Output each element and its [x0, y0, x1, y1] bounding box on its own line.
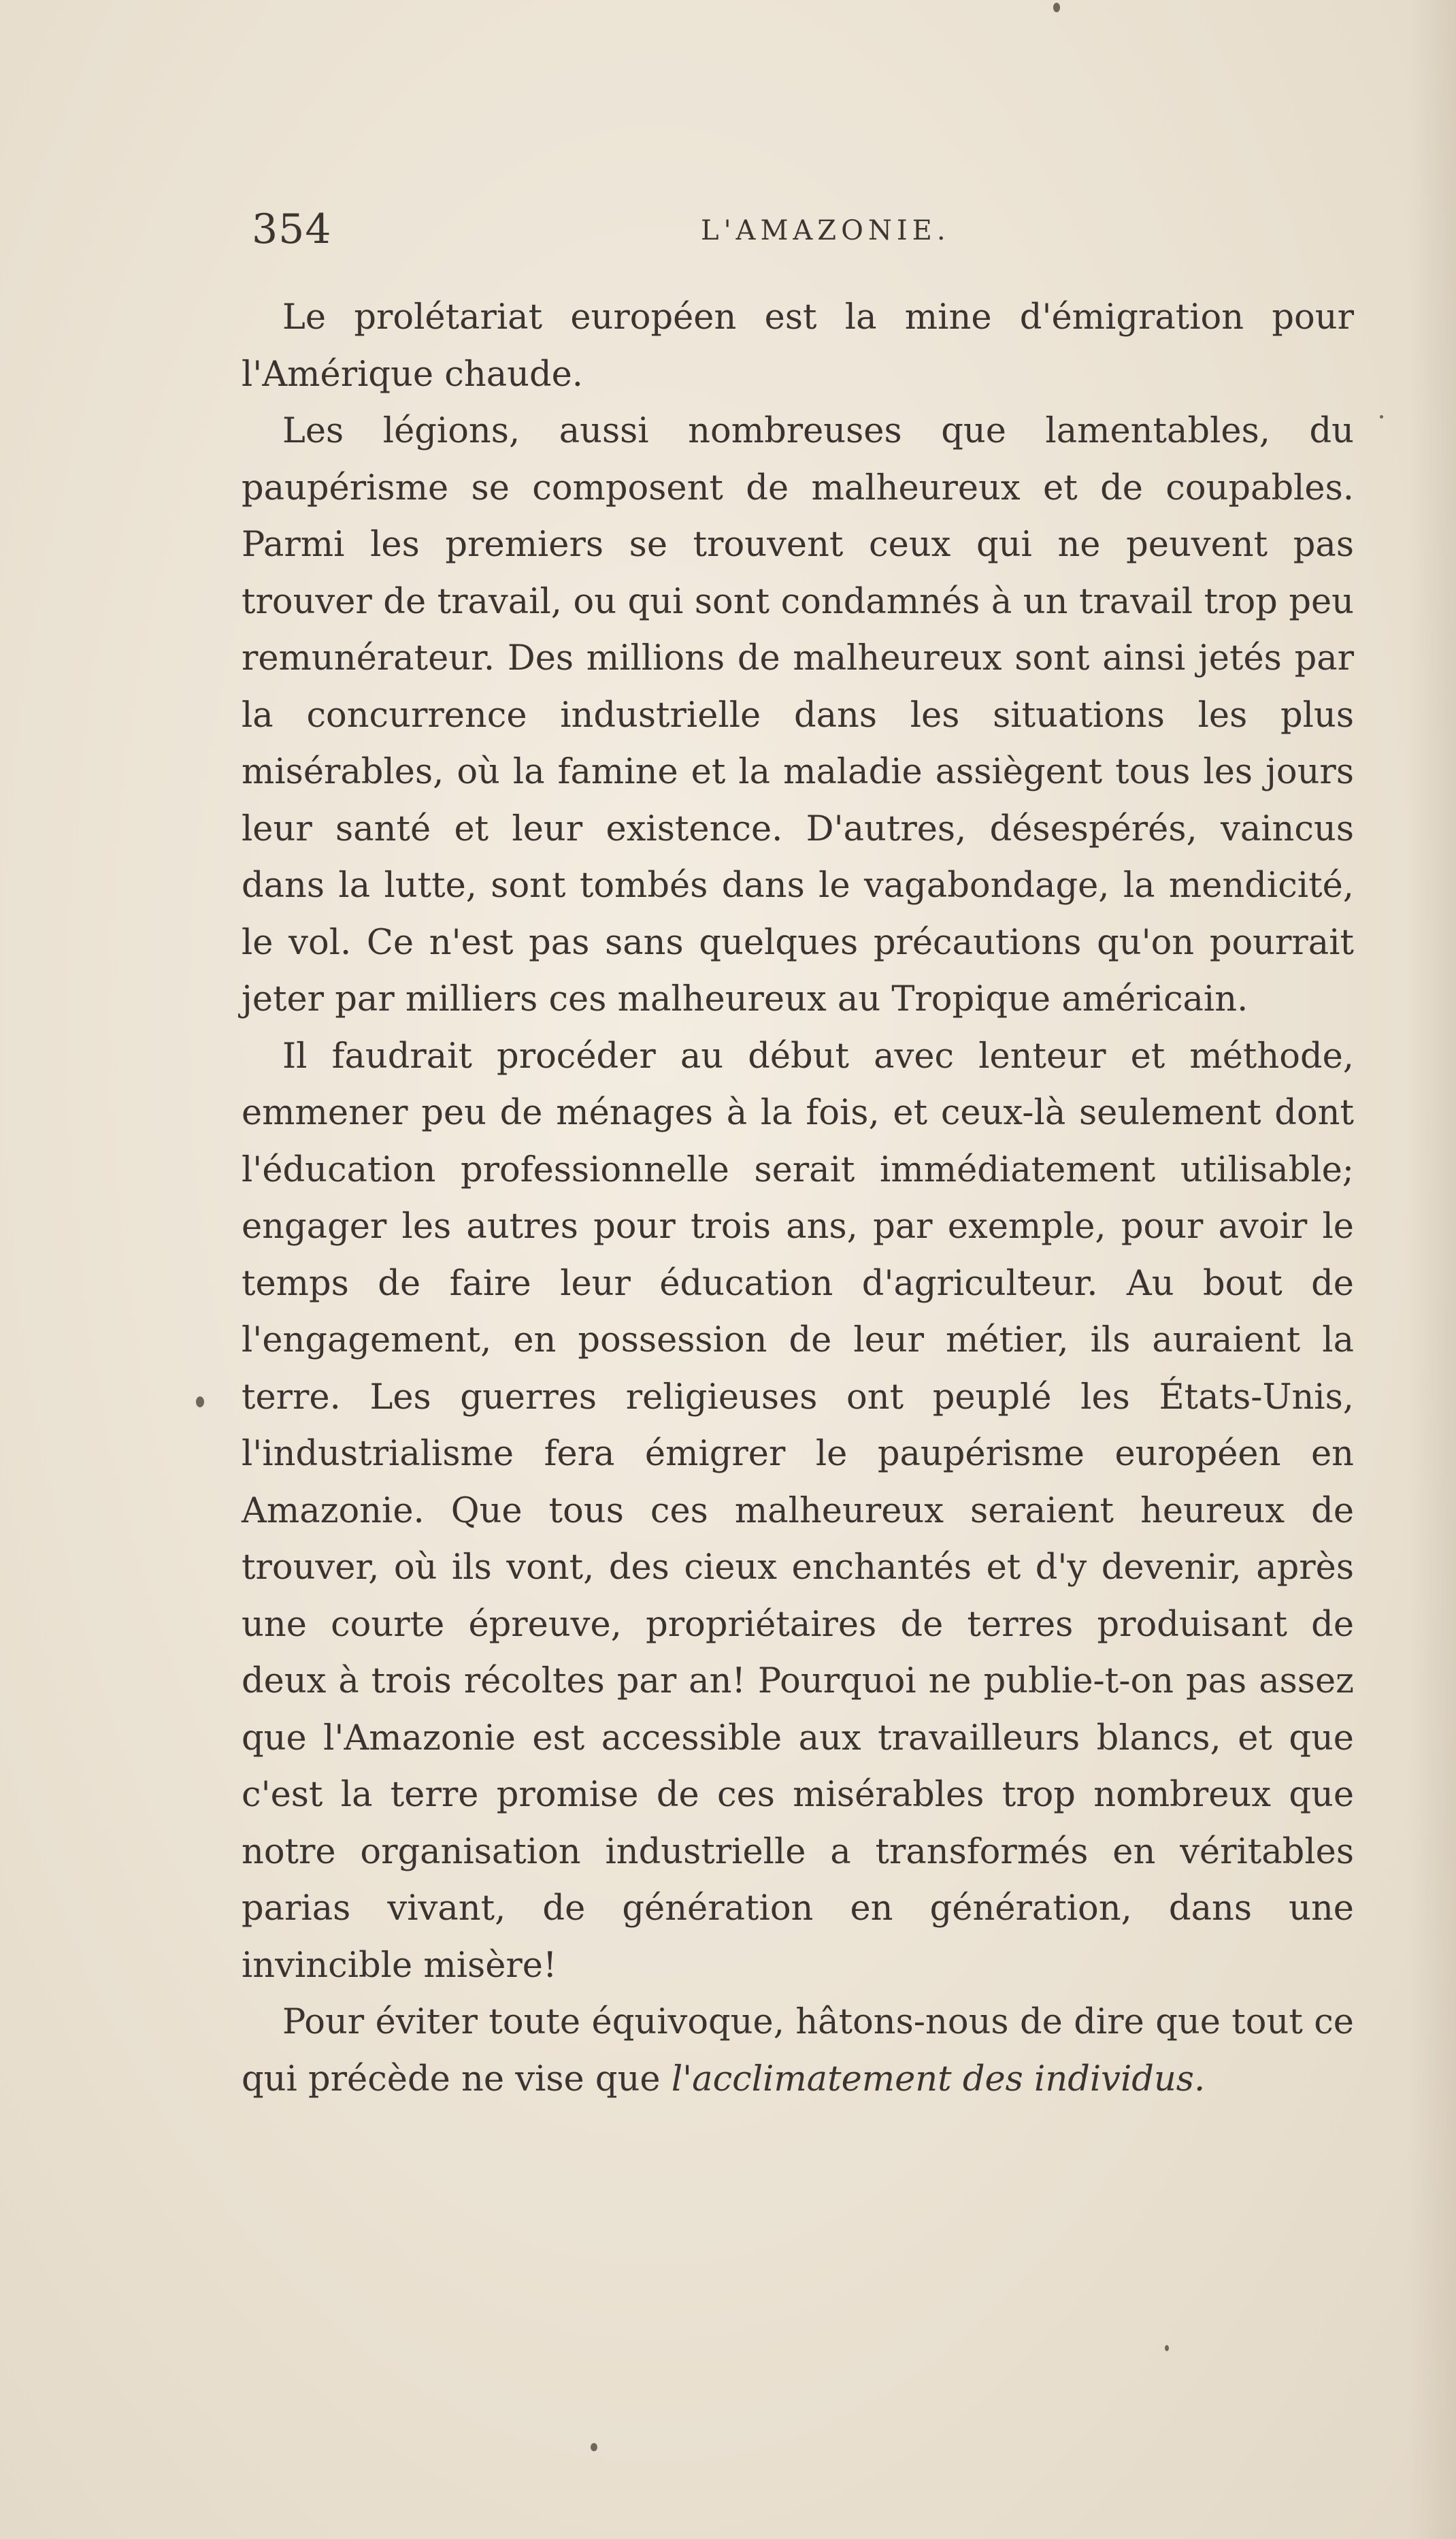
page-edge-shadow — [1408, 0, 1456, 2539]
ink-speck — [196, 1396, 204, 1407]
ink-speck — [1380, 415, 1383, 419]
running-title: L'AMAZONIE. — [701, 215, 950, 246]
paragraph-2: Les légions, aussi nombreuses que lamentables, du paupérisme se composent de malheureux et de coupables. Parmi les premiers se trouvent ceux qui ne peuvent pas trouver de travail, ou qui sont condamnés à un travail trop peu remunérateur. Des millions de malheureux sont ainsi jetés par la concurrence industrielle dans les situations les plus misérables, où la famine et la maladie assiègent tous les jours leur santé et leur existence. D'autres, désespérés, vaincus dans la lutte, sont tombés dans le vagabondage, la mendicité, le vol. Ce n'est pas sans quelques précautions qu'on pourrait jeter par milliers ces malheureux au Tropique américain. — [242, 411, 1354, 1019]
page-number: 354 — [252, 206, 332, 253]
ink-speck — [1053, 3, 1060, 12]
ink-speck — [1165, 2345, 1169, 2351]
page-header — [252, 206, 1354, 280]
paragraph-4 — [242, 1994, 1354, 2108]
paragraph-1: Le prolétariat européen est la mine d'émigration pour l'Amérique chaude. — [242, 297, 1354, 395]
paragraph-4-italic: l'acclimatement des individus. — [671, 2059, 1206, 2099]
paragraph-4-text: Pour éviter toute équivoque, hâtons-nous de dire que tout ce qui précède ne vise que — [242, 2002, 1354, 2099]
body-text — [242, 289, 1354, 2108]
paragraph-3: Il faudrait procéder au début avec lenteur et méthode, emmener peu de ménages à la fois, et ceux-là seulement dont l'éducation professionnelle serait immédiatement utilisable; engager les autres pour trois ans, par exemple, pour avoir le temps de faire leur éducation d'agriculteur. Au bout de l'engagement, en possession de leur métier, ils auraient la terre. Les guerres religieuses ont peuplé les États-Unis, l'industrialisme fera émigrer le paupérisme européen en Amazonie. Que tous ces malheureux seraient heureux de trouver, où ils vont, des cieux enchantés et d'y devenir, après une courte épreuve, propriétaires de terres produisant de deux à trois récoltes par an! Pourquoi ne publie-t-on pas assez que l'Amazonie est accessible aux travailleurs blancs, et que c'est la terre promise de ces misérables trop nombreux que notre organisation industrielle a transformés en véritables parias vivant, de génération en génération, dans une invincible misère! — [242, 1036, 1354, 1986]
ink-speck — [591, 2443, 597, 2451]
